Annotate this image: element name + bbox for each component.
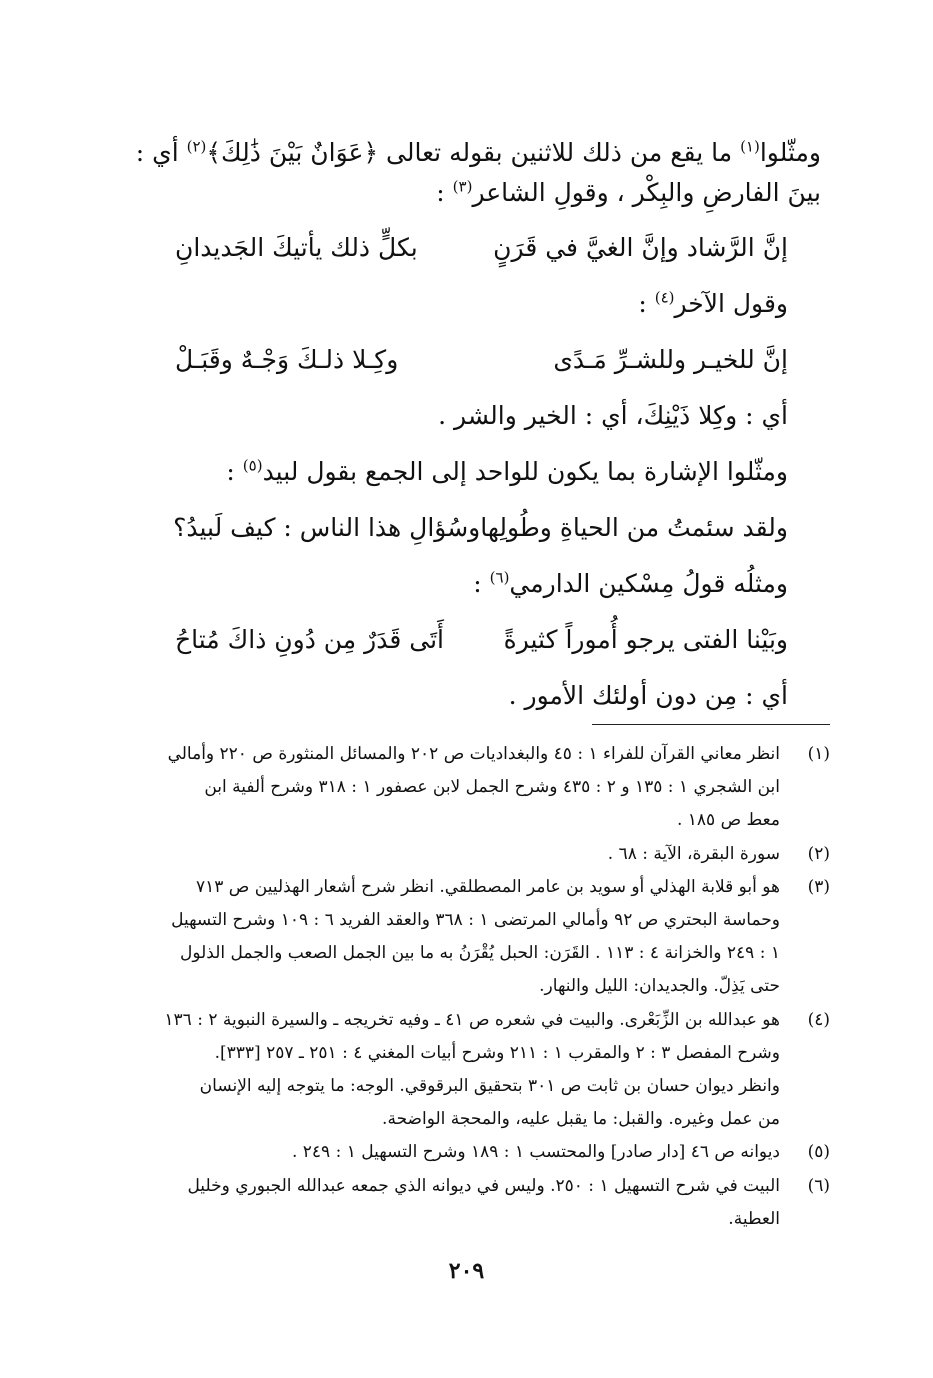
footnote-line: ديوانه ص ٤٦ [دار صادر] والمحتسب ١ : ١٨٩ وشرح التسهيل ١ : ٢٤٩ . — [291, 1142, 780, 1162]
body-line-5 — [112, 452, 788, 492]
text-segment: بينَ الفارضِ والبِكْر ، وقولِ الشاعر — [472, 178, 821, 207]
footnote-ref-3: (٣) — [452, 177, 473, 196]
text-segment: : — [638, 289, 655, 318]
footnote-6 — [132, 1170, 830, 1236]
footnote-1 — [132, 738, 830, 837]
verse-3-first-hemistich: ولقد سئمتُ من الحياةِ وطُولِها — [480, 513, 788, 542]
body-line-4: أي : وكِلا ذَيْنِكَ، أي : الخير والشر . — [438, 401, 788, 430]
body-line-1 — [112, 133, 821, 173]
verse-1-second-hemistich: بكلٍّ ذلك يأتيكَ الجَديدانِ — [175, 233, 418, 262]
text-segment: : — [436, 178, 453, 207]
footnote-line: انظر معاني القرآن للفراء ١ : ٤٥ والبغداديات ص ٢٠٢ والمسائل المنثورة ص ٢٢٠ وأمالي — [167, 744, 780, 764]
footnote-line: من عمل وغيره. والقبل: ما يقبل عليه، والمحجة الواضحة. — [382, 1109, 780, 1129]
footnote-ref-1: (١) — [740, 137, 760, 156]
text-segment: ومثّلوا الإشارة بما يكون للواحد إلى الجمع بقول لبيد — [262, 457, 788, 486]
quran-quote: ما يقع من ذلك للاثنين بقوله تعالى ﴿عَوَانٌ بَيْنَ ذَٰلِكَ﴾ — [206, 138, 741, 167]
verse-2-first-hemistich: إنَّ للخيـر وللشـرِّ مَـدًى — [553, 345, 788, 374]
body-line-3 — [112, 284, 788, 324]
footnote-ref-2: (٢) — [186, 137, 207, 156]
page-number: ٢٠٩ — [448, 1258, 485, 1284]
footnote-line: سورة البقرة، الآية : ٦٨ . — [607, 844, 780, 864]
text-segment: ومثلُه قولُ مِسْكين الدارمي — [509, 569, 788, 598]
verse-4-first-hemistich: وبَيْنا الفتى يرجو أُموراً كثيرةً — [503, 625, 788, 654]
footnote-line: العطية. — [728, 1209, 780, 1229]
text-segment: أي : — [135, 138, 187, 167]
verse-1 — [175, 228, 788, 268]
footnote-number: (١) — [807, 744, 830, 764]
footnote-4 — [132, 1004, 830, 1136]
footnote-line: هو أبو قلابة الهذلي أو سويد بن عامر المصطلقي. انظر شرح أشعار الهذليين ص ٧١٣ — [195, 877, 780, 897]
footnote-line: حتى يَذِلّ. والجديدان: الليل والنهار. — [539, 976, 780, 996]
verse-4-second-hemistich: أَتَى قَدَرٌ مِن دُونِ ذاكَ مُتاحُ — [175, 625, 444, 654]
footnote-number: (٢) — [807, 844, 830, 864]
body-line-6 — [112, 564, 788, 604]
text-segment: : — [226, 457, 243, 486]
footnote-line: وحماسة البحتري ص ٩٢ وأمالي المرتضى ١ : ٣٦٨ والعقد الفريد ٦ : ١٠٩ وشرح التسهيل — [171, 910, 780, 930]
footnote-line: هو عبدالله بن الزِّبَعْرى. والبيت في شعره ص ٤١ ـ وفيه تخريجه ـ والسيرة النبوية ٢ : ١٣٦ — [164, 1010, 780, 1030]
footnote-ref-4: (٤) — [654, 288, 675, 307]
verse-3-second-hemistich: وسُؤالِ هذا الناس : كيف لَبيدُ؟ — [173, 513, 481, 542]
verse-3 — [175, 508, 788, 548]
footnote-separator — [592, 724, 830, 725]
footnote-ref-6: (٦) — [489, 568, 510, 587]
footnote-line: وانظر ديوان حسان بن ثابت ص ٣٠١ بتحقيق البرقوقي. الوجه: ما يتوجه إليه الإنسان — [199, 1076, 780, 1096]
footnote-line: ابن الشجري ١ : ١٣٥ و ٢ : ٤٣٥ وشرح الجمل لابن عصفور ١ : ٣١٨ وشرح ألفية ابن — [204, 777, 780, 797]
text-segment: ومثّلوا — [759, 138, 821, 167]
verse-2 — [175, 340, 788, 380]
footnote-line: وشرح المفصل ٣ : ٢ والمقرب ١ : ٢١١ وشرح أبيات المغني ٤ : ٢٥١ ـ ٢٥٧ [٣٣٣]. — [214, 1043, 780, 1063]
footnote-3 — [132, 871, 830, 1003]
verse-1-first-hemistich: إنَّ الرَّشاد وإنَّ الغيَّ في قَرَنٍ — [493, 233, 788, 262]
text-segment: وقول الآخر — [674, 289, 788, 318]
verse-4 — [175, 620, 788, 660]
text-segment: : — [473, 569, 490, 598]
body-line-7: أي : مِن دون أولئك الأمور . — [508, 681, 788, 710]
footnote-5 — [132, 1136, 830, 1169]
footnote-number: (٣) — [807, 877, 830, 897]
footnote-line: معط ص ١٨٥ . — [676, 810, 780, 830]
verse-2-second-hemistich: وكِـلا ذلـكَ وَجْـهٌ وقَبَـلْ — [175, 345, 399, 374]
footnote-line: ١ : ٢٤٩ والخزانة ٤ : ١١٣ . القَرَن: الحبل يُقْرَنُ به ما بين الجمل الصعب والجمل الذلول — [179, 943, 780, 963]
footnote-number: (٦) — [807, 1176, 830, 1196]
footnote-line: البيت في شرح التسهيل ١ : ٢٥٠. وليس في ديوانه الذي جمعه عبدالله الجبوري وخليل — [187, 1176, 780, 1196]
footnote-2 — [132, 838, 830, 871]
footnote-ref-5: (٥) — [242, 456, 263, 475]
footnote-number: (٥) — [807, 1142, 830, 1162]
footnote-number: (٤) — [807, 1010, 830, 1030]
body-line-2 — [112, 173, 821, 213]
